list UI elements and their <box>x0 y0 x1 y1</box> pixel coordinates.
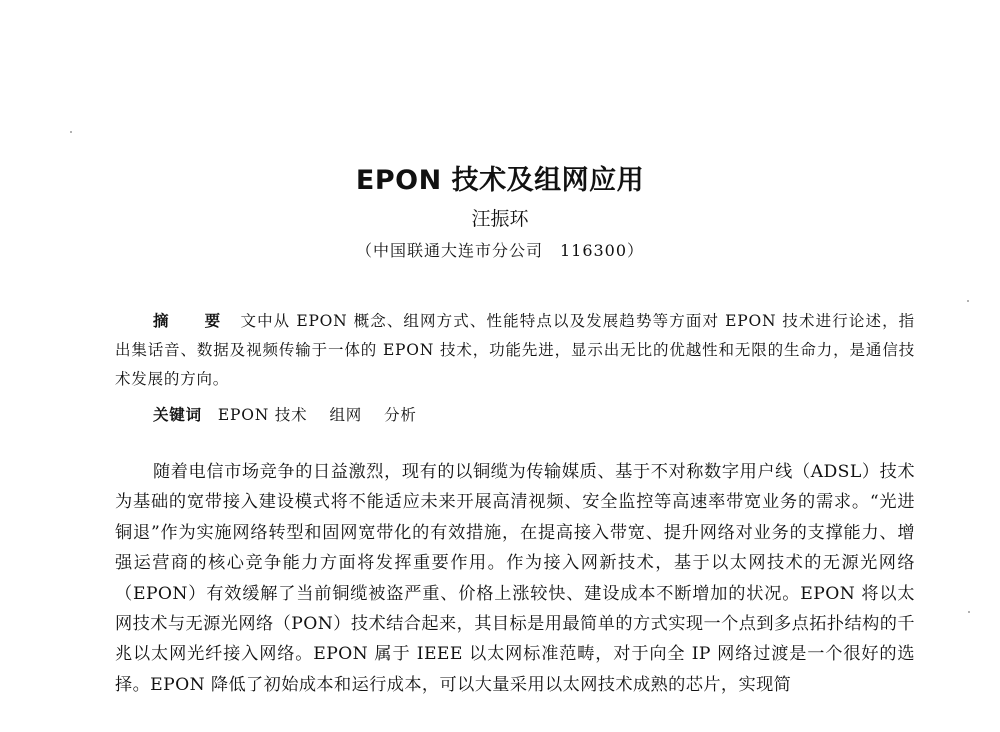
author-name: 汪振环 <box>471 208 529 230</box>
body-text <box>115 457 915 700</box>
abstract-text: 文中从 EPON 概念、组网方式、性能特点以及发展趋势等方面对 EPON 技术进行论述，指出集话音、数据及视频传输于一体的 EPON 技术，功能先进，显示出无比的优越性和无限的生命力，是通信技术发展的方向。 <box>115 312 915 388</box>
scan-speck <box>70 131 72 133</box>
keywords-line <box>153 401 417 429</box>
author-affiliation: （中国联通大连市分公司 116300） <box>355 241 645 260</box>
keywords-label: 关键词 <box>153 406 202 424</box>
paper-title: EPON 技术及组网应用 <box>355 165 645 196</box>
abstract-label: 摘 要 <box>153 312 231 330</box>
scan-speck <box>967 300 969 302</box>
scan-speck <box>968 611 970 613</box>
abstract-block <box>115 307 915 394</box>
abstract-paragraph <box>115 307 915 394</box>
keywords-text: EPON 技术 组网 分析 <box>217 406 417 424</box>
body-paragraph: 随着电信市场竞争的日益激烈，现有的以铜缆为传输媒质、基于不对称数字用户线（ADSL）技术为基础的宽带接入建设模式将不能适应未来开展高清视频、安全监控等高速率带宽业务的需求。“光进铜退”作为实施网络转型和固网宽带化的有效措施，在提高接入带宽、提升网络对业务的支撑能力、增强运营商的核心竞争能力方面将发挥重要作用。作为接入网新技术，基于以太网技术的无源光网络（EPON）有效缓解了当前铜缆被盗严重、价格上涨较快、建设成本不断增加的状况。EPON 将以太网技术与无源光网络（PON）技术结合起来，其目标是用最简单的方式实现一个点到多点拓扑结构的千兆以太网光纤接入网络。EPON 属于 IEEE 以太网标准范畴，对于向全 IP 网络过渡是一个很好的选择。EPON 降低了初始成本和运行成本，可以大量采用以太网技术成熟的芯片，实现简 <box>115 462 915 695</box>
